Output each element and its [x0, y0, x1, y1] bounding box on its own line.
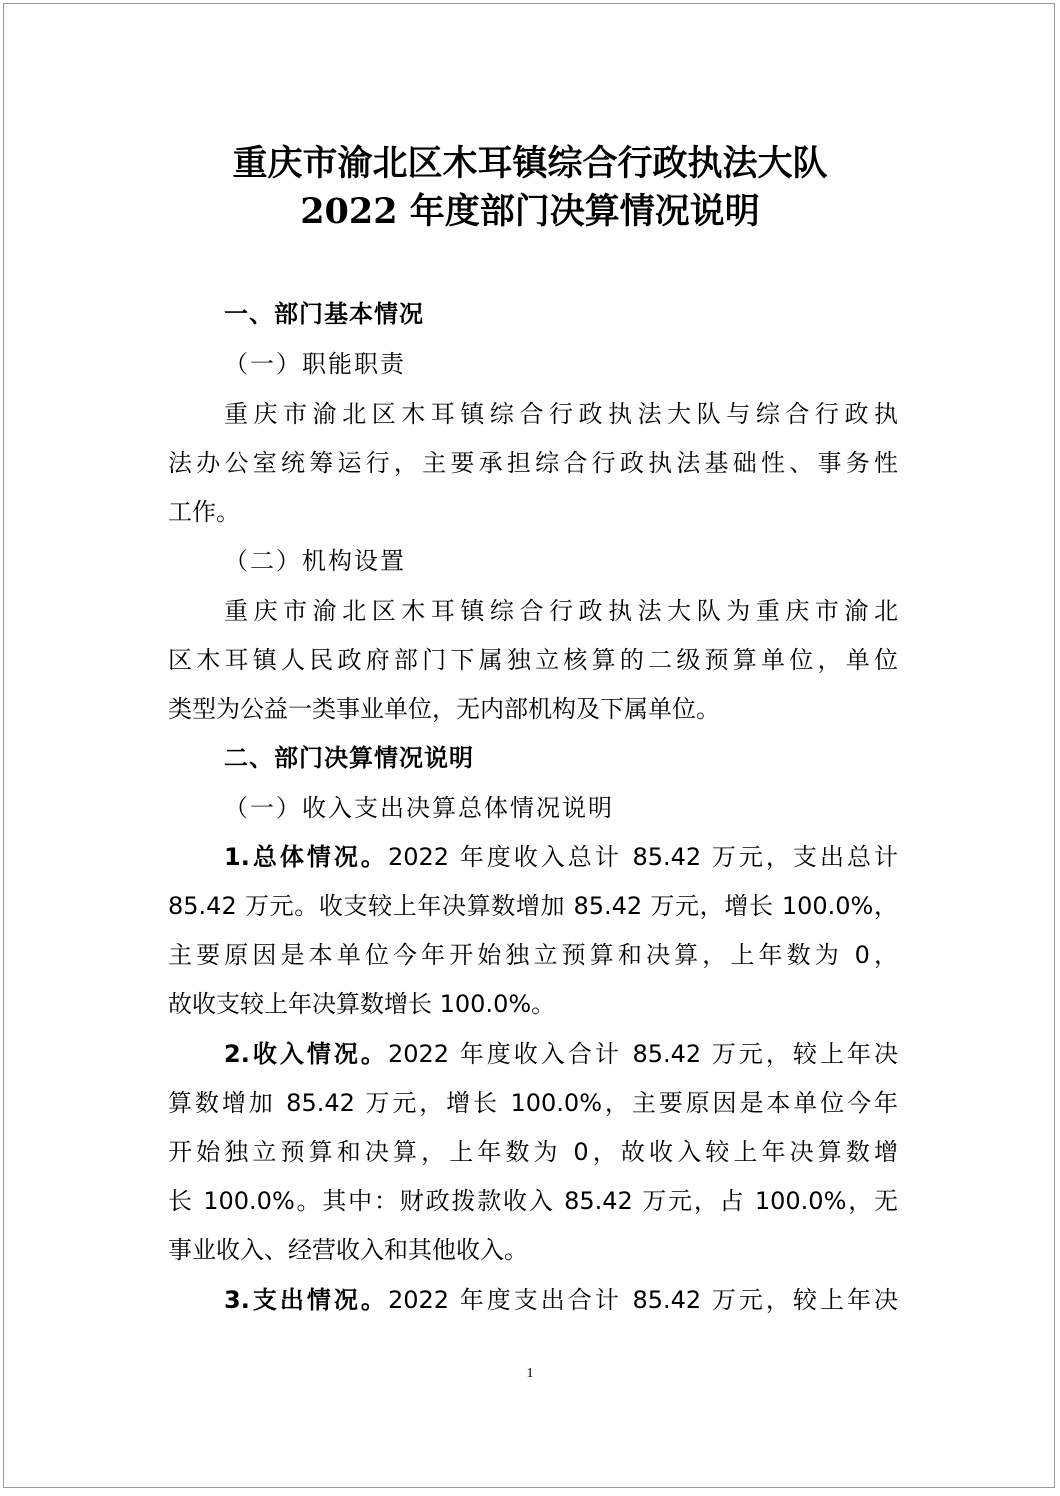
subsection-heading-duties: （一）职能职责 [224, 350, 406, 378]
subsection-heading-income-expense-overview: （一）收入支出决算总体情况说明 [224, 794, 614, 822]
paragraph-lead-income: 2.收入情况。 [224, 1040, 388, 1068]
paragraph-line: 主要原因是本单位今年开始独立预算和决算，上年数为 0， [168, 941, 898, 969]
document-title-line-2: 2022 年度部门决算情况说明 [300, 191, 760, 232]
paragraph-line: 重庆市渝北区木耳镇综合行政执法大队为重庆市渝北 [224, 597, 898, 625]
paragraph-line: 区木耳镇人民政府部门下属独立核算的二级预算单位，单位 [168, 646, 898, 674]
paragraph-text: 2022 年度收入合计 85.42 万元，较上年决 [387, 1040, 898, 1068]
paragraph-line: 重庆市渝北区木耳镇综合行政执法大队与综合行政执 [224, 400, 898, 428]
document-title-line-1: 重庆市渝北区木耳镇综合行政执法大队 [232, 143, 828, 184]
paragraph-line: 事业收入、经营收入和其他收入。 [168, 1236, 528, 1264]
paragraph-line: 算数增加 85.42 万元，增长 100.0%，主要原因是本单位今年 [168, 1089, 898, 1117]
section-heading-final-accounts: 二、部门决算情况说明 [224, 744, 474, 772]
paragraph-line: 工作。 [168, 498, 240, 526]
paragraph-line: 85.42 万元。收支较上年决算数增加 85.42 万元，增长 100.0%， [168, 892, 898, 920]
paragraph-lead-overall: 1.总体情况。 [224, 843, 388, 871]
paragraph-income-first-line [224, 1037, 898, 1071]
paragraph-line: 长 100.0%。其中：财政拨款收入 85.42 万元，占 100.0%，无 [168, 1187, 898, 1215]
paragraph-line: 法办公室统筹运行，主要承担综合行政执法基础性、事务性 [168, 449, 898, 477]
paragraph-lead-expense: 3.支出情况。 [224, 1286, 388, 1314]
paragraph-text: 2022 年度支出合计 85.42 万元，较上年决 [387, 1286, 898, 1314]
paragraph-line: 故收支较上年决算数增长 100.0%。 [168, 990, 556, 1018]
document-page [3, 3, 1055, 1488]
paragraph-expense-first-line [224, 1283, 898, 1317]
paragraph-overall-first-line [224, 840, 898, 874]
paragraph-text: 2022 年度收入总计 85.42 万元，支出总计 [387, 843, 898, 871]
subsection-heading-organization: （二）机构设置 [224, 547, 406, 575]
paragraph-line: 开始独立预算和决算，上年数为 0，故收入较上年决算数增 [168, 1138, 898, 1166]
page-number: 1 [526, 1366, 534, 1381]
section-heading-basic-info: 一、部门基本情况 [224, 300, 424, 328]
paragraph-line: 类型为公益一类事业单位，无内部机构及下属单位。 [168, 695, 720, 723]
